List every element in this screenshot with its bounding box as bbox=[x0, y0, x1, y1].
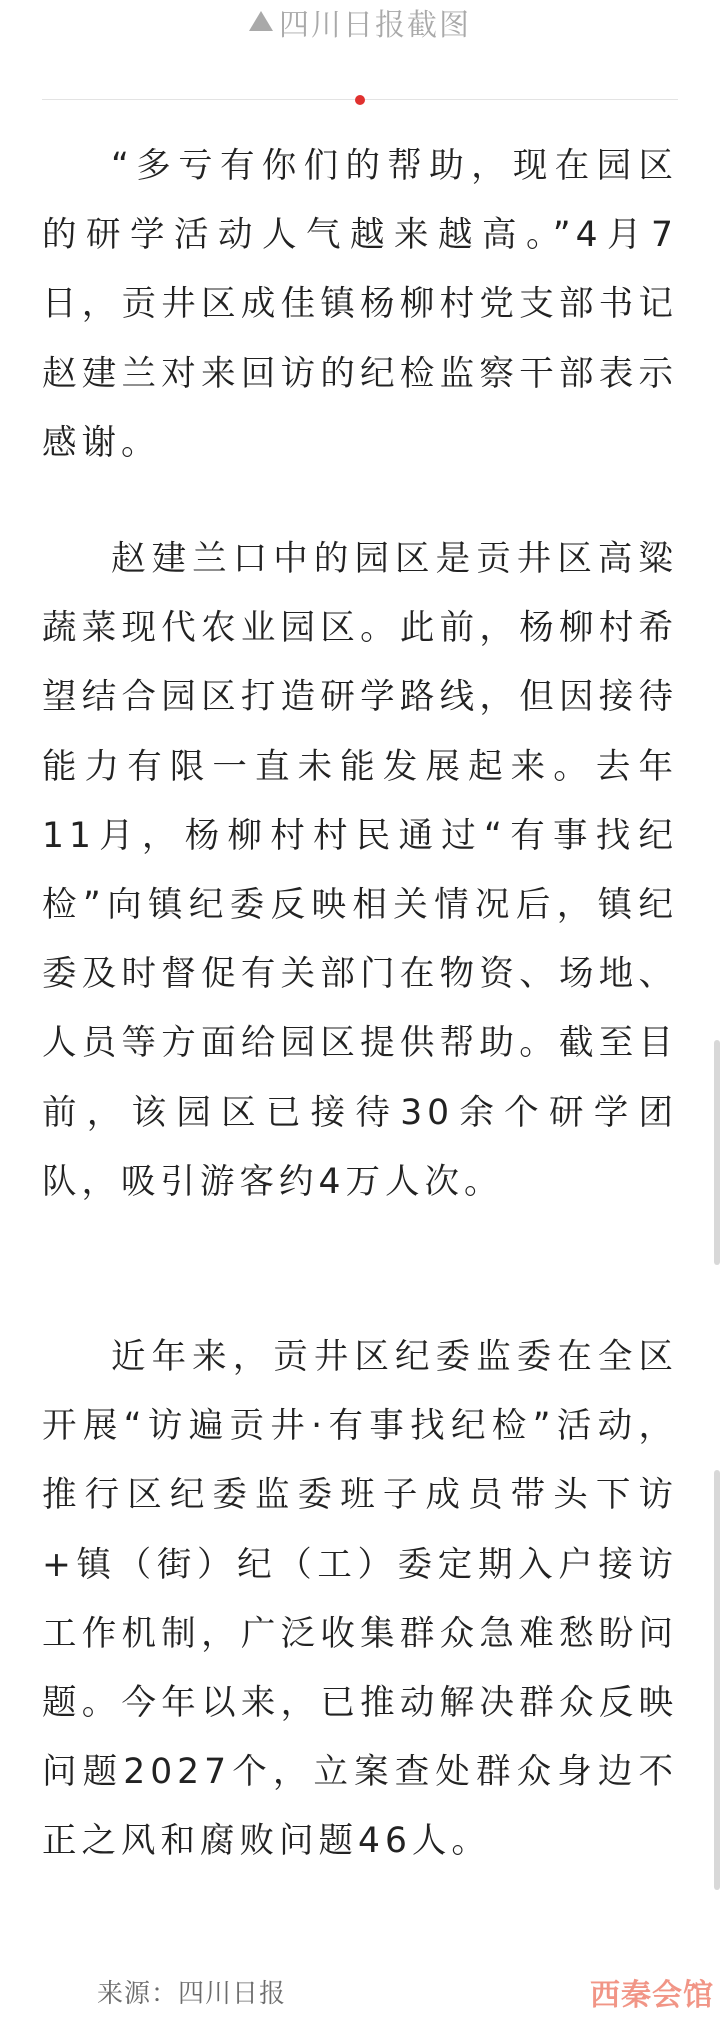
scrollbar-thumb-secondary[interactable] bbox=[714, 1470, 720, 1890]
article-paragraph-3: 近年来，贡井区纪委监委在全区开展“访遍贡井·有事找纪检”活动，推行区纪委监委班子成员带头下访+镇（街）纪（工）委定期入户接访工作机制，广泛收集群众急难愁盼问题。今年以来，已推动解决群众反映问题2027个，立案查处群众身边不正之风和腐败问题46人。 bbox=[42, 1337, 678, 1862]
triangle-up-icon bbox=[249, 11, 273, 31]
image-caption bbox=[0, 6, 720, 46]
source-credit: 来源：四川日报 bbox=[97, 1979, 287, 2009]
divider-dot bbox=[355, 95, 365, 105]
scrollbar-thumb[interactable] bbox=[714, 1040, 720, 1265]
image-caption-text: 四川日报截图 bbox=[279, 8, 471, 43]
watermark-logo: 西秦会馆 bbox=[590, 1978, 714, 2013]
article-paragraph-2: 赵建兰口中的园区是贡井区高粱蔬菜现代农业园区。此前，杨柳村希望结合园区打造研学路线，但因接待能力有限一直未能发展起来。去年11月，杨柳村村民通过“有事找纪检”向镇纪委反映相关情况后，镇纪委及时督促有关部门在物资、场地、人员等方面给园区提供帮助。截至目前，该园区已接待30余个研学团队，吸引游客约4万人次。 bbox=[42, 539, 678, 1202]
article-paragraph-1: “多亏有你们的帮助，现在园区的研学活动人气越来越高。”4月7日，贡井区成佳镇杨柳村党支部书记赵建兰对来回访的纪检监察干部表示感谢。 bbox=[42, 146, 678, 463]
